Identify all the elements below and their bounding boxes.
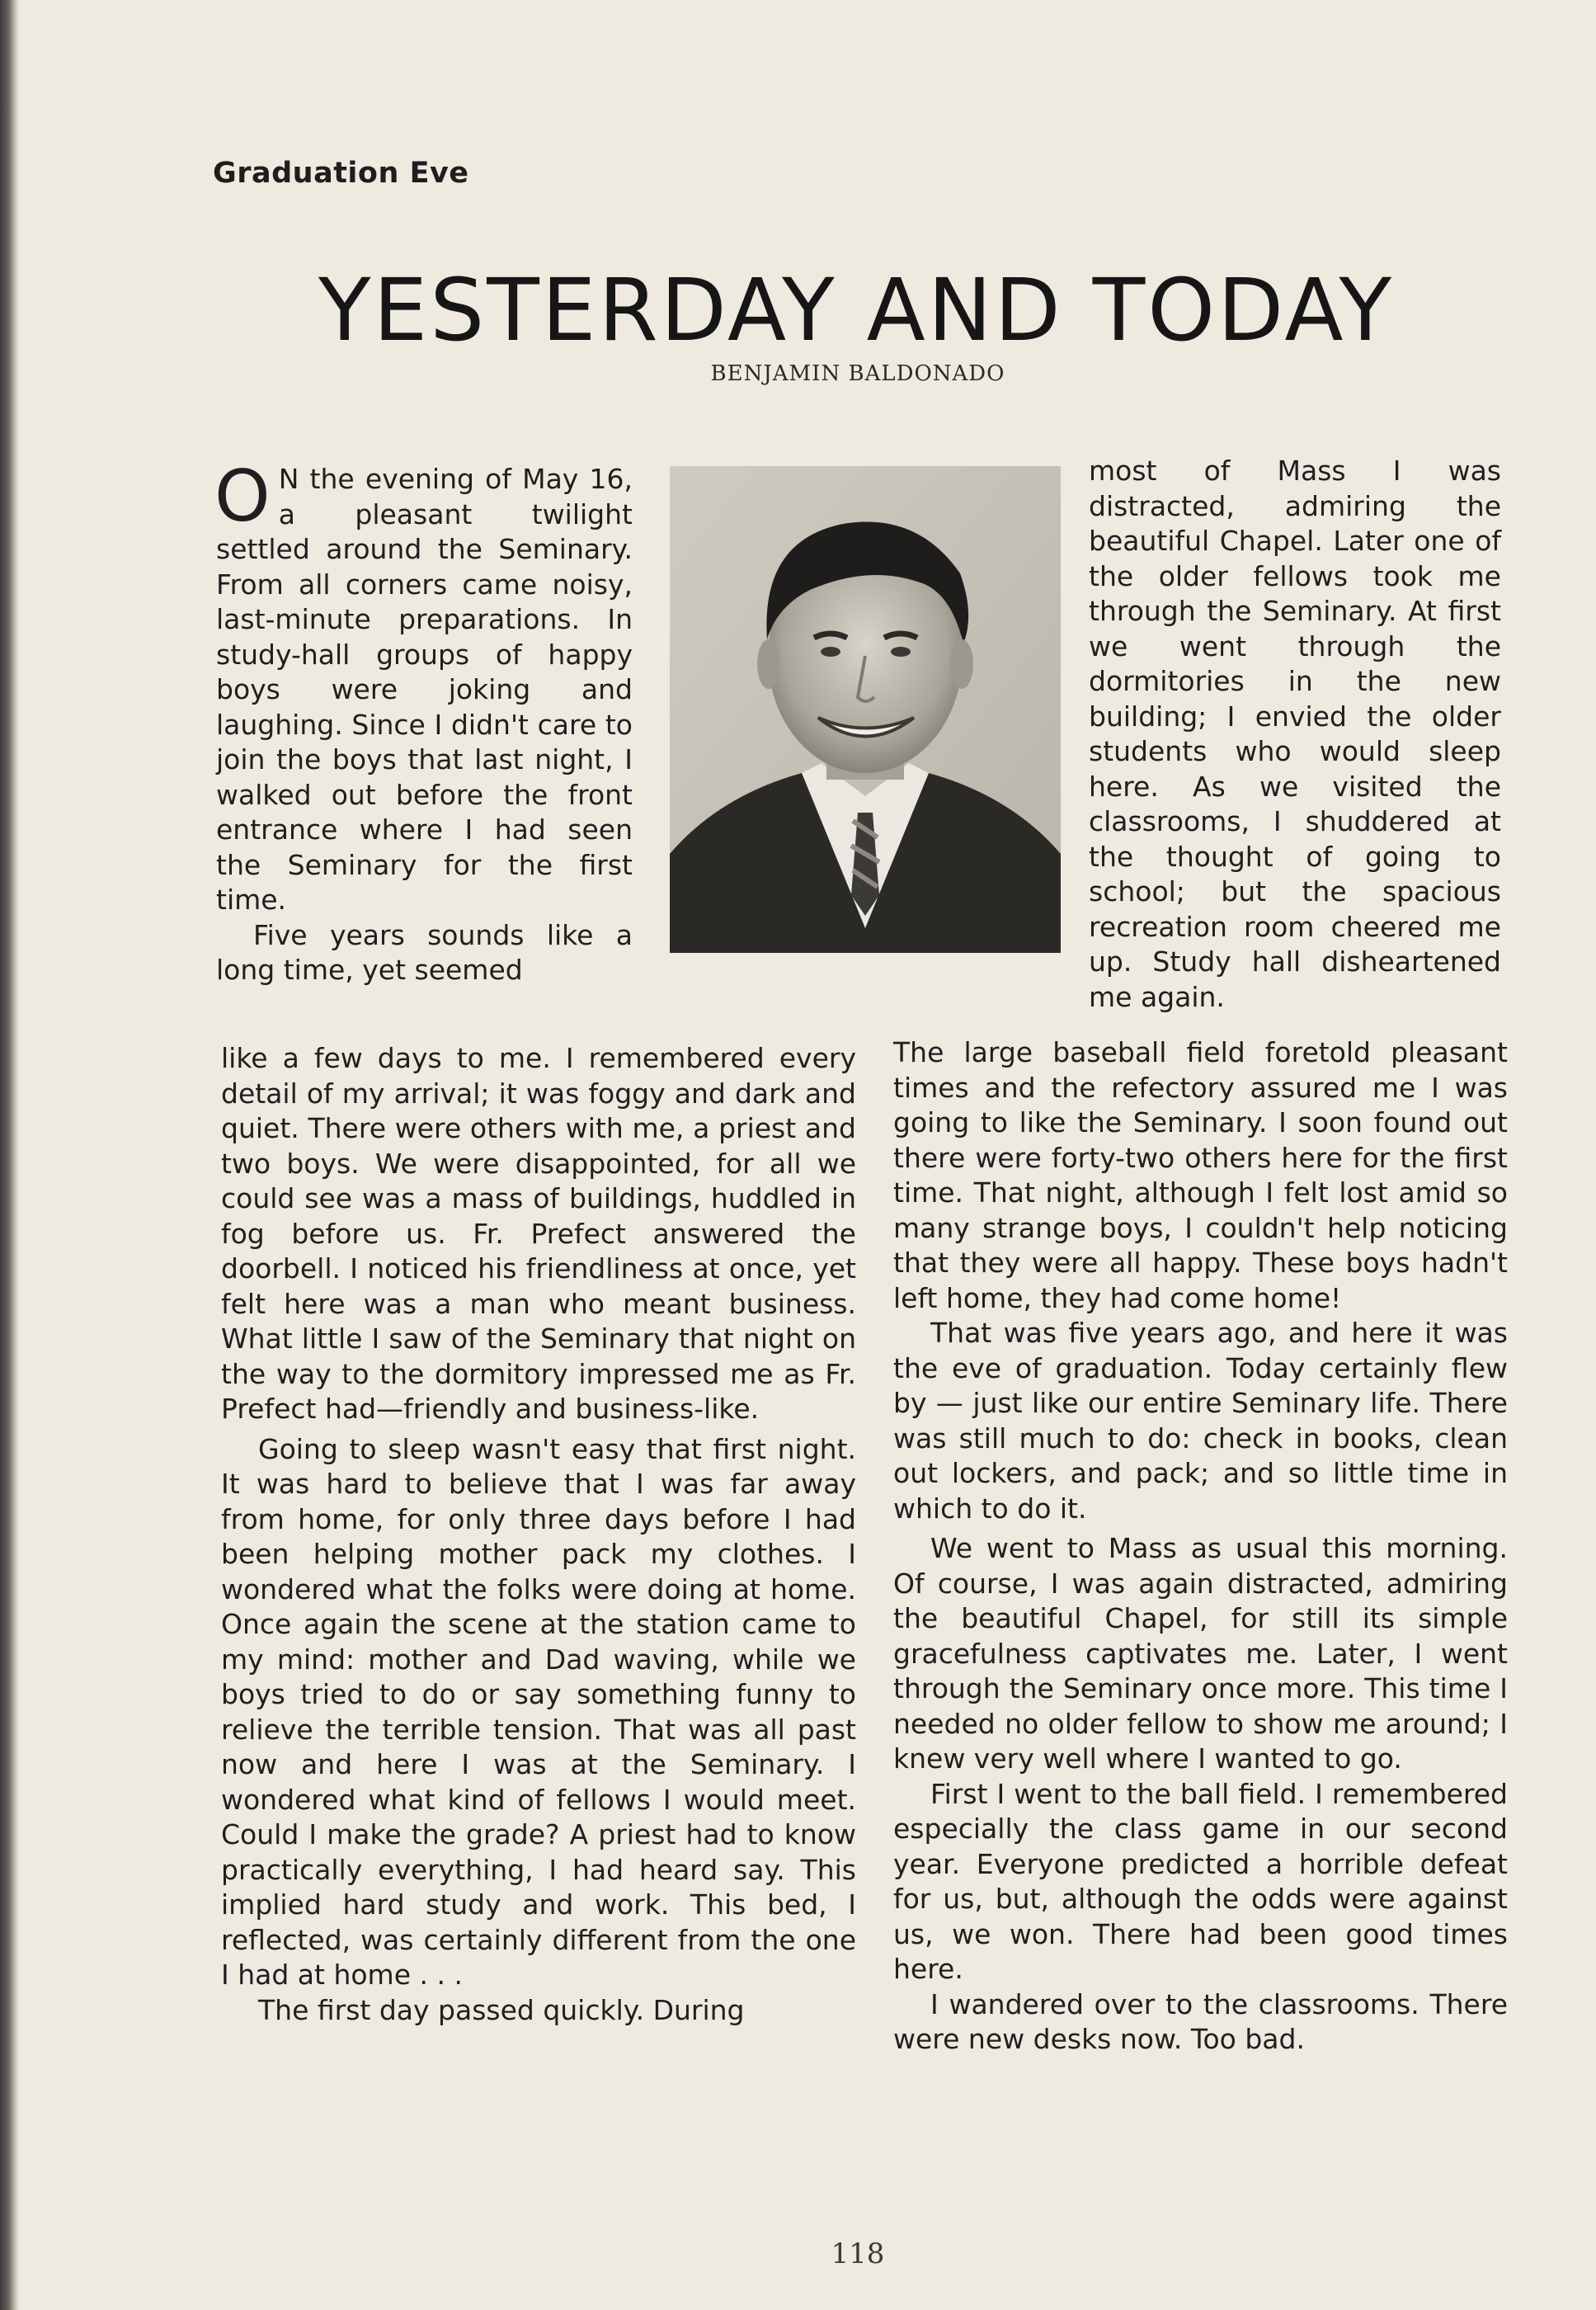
column-1-bottom <box>221 1041 856 2028</box>
article-author: BENJAMIN BALDONADO <box>710 361 1005 386</box>
paragraph: I wandered over to the classrooms. There were new desks now. Too bad. <box>893 1987 1508 2055</box>
portrait-image <box>670 466 1061 953</box>
paragraph: The first day passed quickly. During <box>258 1993 745 2026</box>
paragraph: The large baseball field foretold pleasant times and the refectory assured me I was going to like the Seminary. I soon found out there were forty-two others here for the first time. That night, although I felt lost amid so many strange boys, I couldn't help noticing that they were all happy. These boys hadn't left home, they had come home! <box>893 1036 1508 1314</box>
paragraph: most of Mass I was distracted, admiring the beautiful Chapel. Later one of the older fellows took me through the Seminary. At first we went through the dormitories in the new building; I envied the older students who would sleep here. As we visited the classrooms, I shuddered at the thought of going to school; but the spacious recreation room cheered me up. Study hall disheartened me again. <box>1089 455 1501 1013</box>
paragraph: Five years sounds like a long time, yet seemed <box>216 918 633 986</box>
paragraph: We went to Mass as usual this morning. Of course, I was again distracted, admiring the beautiful Chapel, for still its simple gracefulness captivates me. Later, I went through the Seminary once more. This time I needed no older fellow to show me around; I knew very well where I wanted to go. <box>893 1532 1508 1775</box>
drop-cap: O <box>214 455 271 538</box>
column-2-bottom <box>893 1035 1508 2058</box>
paragraph: like a few days to me. I remembered every detail of my arrival; it was foggy and dark and quiet. There were others with me, a priest and two boys. We were disappointed, for all we could see was a mass of buildings, huddled in fog before us. Fr. Prefect answered the doorbell. I noticed his friendliness at once, yet felt here was a man who meant business. What little I saw of the Seminary that night on the way to the dormitory impressed me as Fr. Prefect had—friendly and business-like. <box>221 1042 856 1425</box>
opening-text: N the evening of May 16, a pleasant twilight settled around the Seminary. From all corners came noisy, last-minute preparations. In study-hall groups of happy boys were joking and laughing. Since I didn't care to join the boys that last night, I walked out before the front entrance where I had seen the Seminary for the first time. <box>216 463 633 916</box>
article-title: YESTERDAY AND TODAY <box>318 260 1394 361</box>
paragraph-opening <box>214 455 633 918</box>
paragraph: Going to sleep wasn't easy that first night. It was hard to believe that I was far away from home, for only three days before I had been helping mother pack my clothes. I wondered what the folks were doing at home. Once again the scene at the station came to my mind: mother and Dad waving, while we boys tried to do or say something funny to relieve the terrible tension. That was all past now and here I was at the Seminary. I wondered what kind of fellows I would meet. Could I make the grade? A priest had to know practically everything, I had heard say. This implied hard study and work. This bed, I reflected, was certainly different from the one I had at home . . . <box>221 1432 856 1991</box>
column-2-top <box>1089 454 1501 1015</box>
author-portrait-photo <box>670 466 1061 953</box>
paragraph: First I went to the ball field. I remembered especially the class game in our second year. Everyone predicted a horrible defeat for us, but, although the odds were against us, we won. There had been good times here. <box>893 1777 1508 1985</box>
paragraph: That was five years ago, and here it was the eve of graduation. Today certainly flew by — just like our entire Seminary life. There was still much to do: check in books, clean out lockers, and pack; and so little time in which to do it. <box>893 1317 1508 1525</box>
column-1-top <box>214 455 633 988</box>
page-number: 118 <box>831 2237 885 2270</box>
section-label: Graduation Eve <box>213 157 469 190</box>
